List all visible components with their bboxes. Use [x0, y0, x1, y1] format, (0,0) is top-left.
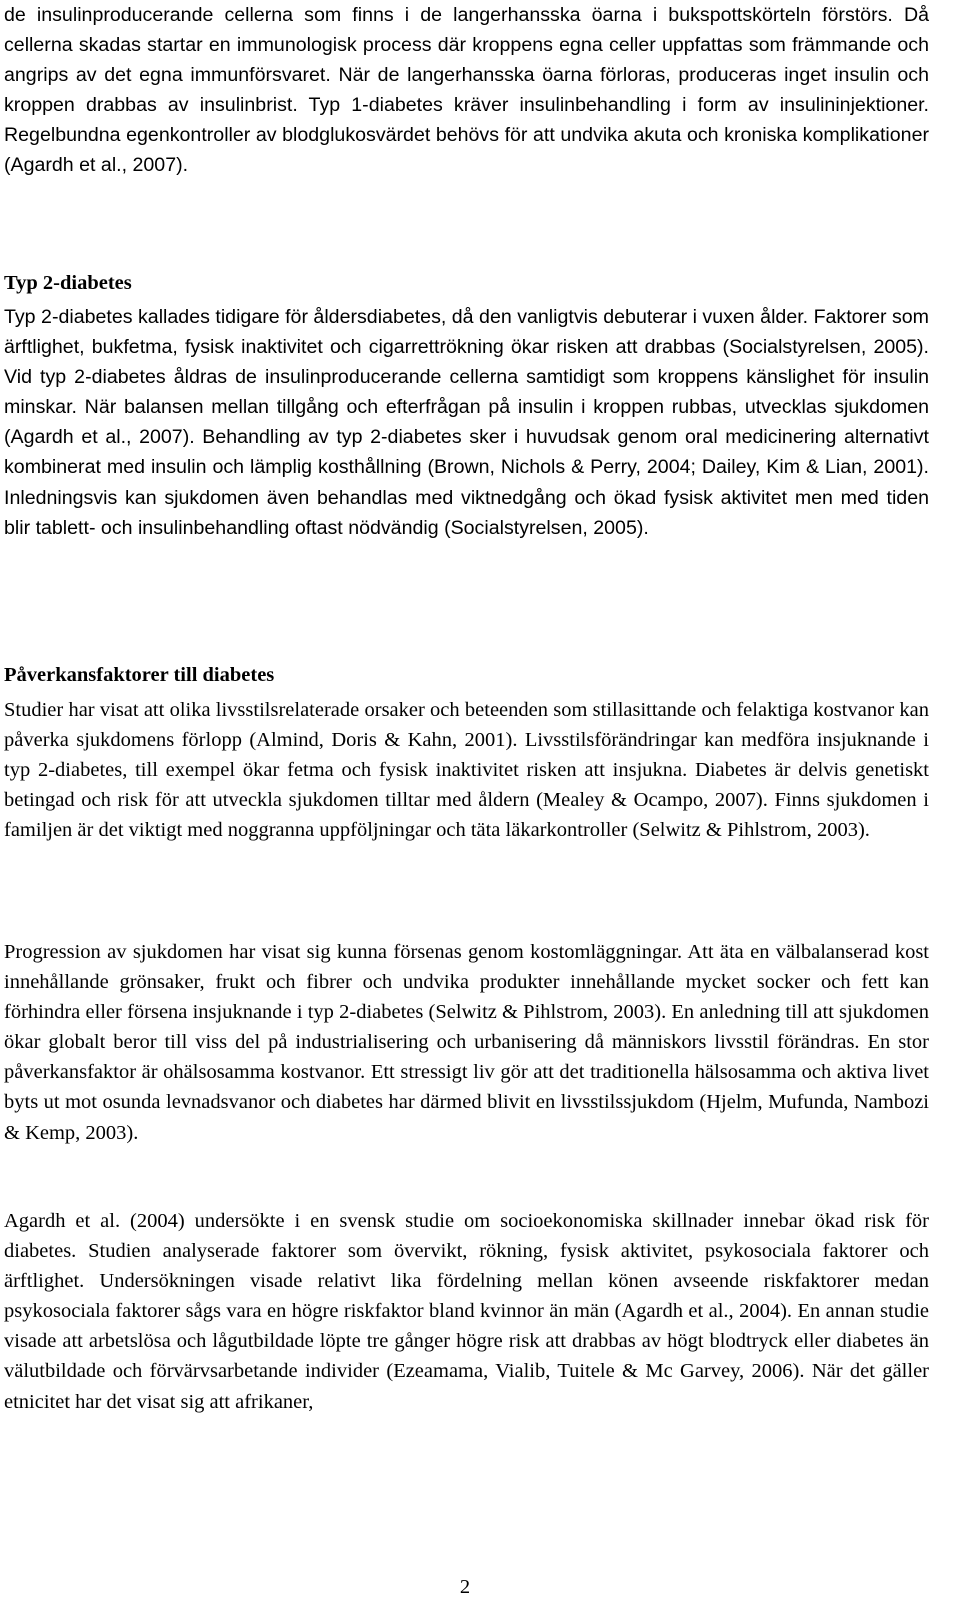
- page-number: 2: [459, 1576, 471, 1598]
- paragraph-lifestyle-factors: Studier har visat att olika livsstilsrelaterade orsaker och beteenden som stillasittande och felaktiga kostvanor kan påverka sjukdomens förlopp (Almind, Doris & Kahn, 2001). Livsstilsförändringar kan medföra insjuknande i typ 2-diabetes, till exempel ökar fetma och fysisk inaktivitet risken att insjukna. Diabetes är delvis genetiskt betingad och risk för att utveckla sjukdomen tilltar med åldern (Mealey & Ocampo, 2007). Finns sjukdomen i familjen är det viktigt med noggranna uppföljningar och täta läkarkontroller (Selwitz & Pihlstrom, 2003).: [4, 699, 929, 842]
- heading-risk-factors: Påverkansfaktorer till diabetes: [4, 664, 275, 686]
- paragraph-type2-diabetes: Typ 2-diabetes kallades tidigare för åldersdiabetes, då den vanligtvis debuterar i vuxen ålder. Faktorer som ärftlighet, bukfetma, fysisk inaktivitet och cigarrettrökning ökar risken att drabbas (Socialstyrelsen, 2005). Vid typ 2-diabetes åldras de insulinproducerande cellerna samtidigt som kroppens känslighet för insulin minskar. När balansen mellan tillgång och efterfrågan på insulin i kroppen rubbas, utvecklas sjukdomen (Agardh et al., 2007). Behandling av typ 2-diabetes sker i huvudsak genom oral medicinering alternativt kombinerat med insulin och lämplig kosthållning (Brown, Nichols & Perry, 2004; Dailey, Kim & Lian, 2001). Inledningsvis kan sjukdomen även behandlas med viktnedgång och ökad fysisk aktivitet men med tiden blir tablett- och insulinbehandling oftast nödvändig (Socialstyrelsen, 2005).: [4, 306, 929, 539]
- heading-type2-diabetes: Typ 2-diabetes: [4, 272, 132, 294]
- paragraph-socioeconomic-study: Agardh et al. (2004) undersökte i en svensk studie om socioekonomiska skillnader innebar ökad risk för diabetes. Studien analyserade faktorer som övervikt, rökning, fysisk aktivitet, psykosociala faktorer och ärftlighet. Undersökningen visade relativt lika fördelning mellan könen avseende riskfaktorer medan psykosociala faktorer sågs vara en högre riskfaktor bland kvinnor än män (Agardh et al., 2004). En annan studie visade att arbetslösa och lågutbildade löpte tre gånger högre risk att drabbas av högt blodtryck eller diabetes än välutbildade och förvärvsarbetande individer (Ezeamama, Vialib, Tuitele & Mc Garvey, 2006). När det gäller etnicitet har det visat sig att afrikaner,: [4, 1210, 929, 1413]
- paragraph-type1-diabetes: de insulinproducerande cellerna som finns i de langerhansska öarna i bukspottskörteln förstörs. Då cellerna skadas startar en immunologisk process där kroppens egna celler uppfattas som främmande och angrips av det egna immunförsvaret. När de langerhansska öarna förloras, produceras inget insulin och kroppen drabbas av insulinbrist. Typ 1-diabetes kräver insulinbehandling i form av insulininjektioner. Regelbundna egenkontroller av blodglukosvärdet behövs för att undvika akuta och kroniska komplikationer (Agardh et al., 2007).: [4, 4, 929, 177]
- paragraph-diet-progression: Progression av sjukdomen har visat sig kunna försenas genom kostomläggningar. Att äta en välbalanserad kost innehållande grönsaker, frukt och fibrer och undvika produkter innehållande mycket socker och fett kan förhindra eller försena insjuknande i typ 2-diabetes (Selwitz & Pihlstrom, 2003). En anledning till att sjukdomen ökar globalt beror till viss del på industrialisering och urbanisering då människors livsstil förändras. En stor påverkansfaktor är ohälsosamma kostvanor. Ett stressigt liv gör att det traditionella hälsosamma och aktiva livet byts ut mot osunda levnadsvanor och diabetes har därmed blivit en livsstilssjukdom (Hjelm, Mufunda, Nambozi & Kemp, 2003).: [4, 941, 929, 1144]
